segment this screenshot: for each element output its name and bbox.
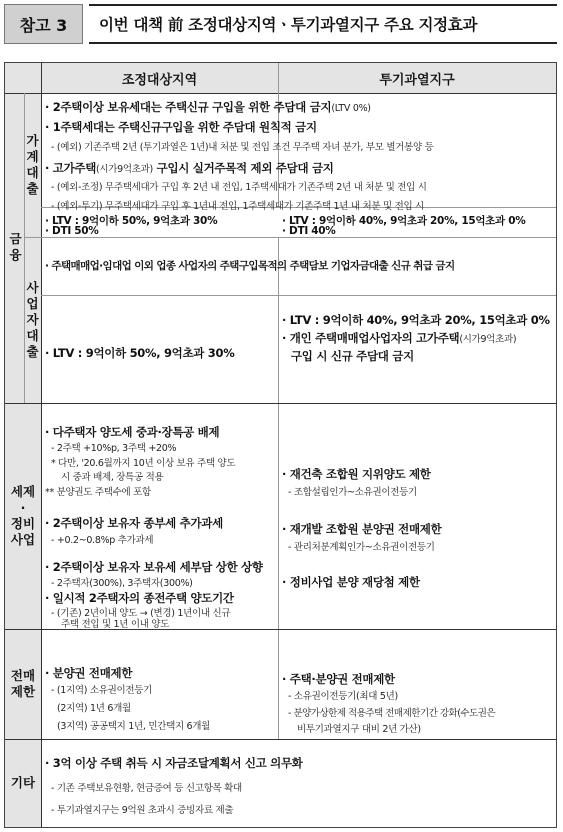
tax-holding-cap-detail: - 2주택자(300%), 3주택자(300%) [51, 578, 193, 589]
reference-badge: 참고 3 [4, 4, 83, 44]
business-loan-rule: · 주택매매업·임대업 이외 업종 사업자의 주택구입목적의 주택담보 기업자금대출 신규 취급 금지 [45, 260, 455, 272]
resale-right-detail-3: 비투기과열지구 대비 2년 가산) [297, 724, 421, 735]
redevelopment-resale-limit: · 재개발 조합원 분양권 전매제한 [282, 522, 442, 536]
column-header-overheated-district: 투기과열지구 [379, 72, 455, 88]
category-tax-redevelopment: 세제 · 정비 사업 [10, 484, 36, 547]
tax-temporary-detail-2: 주택 전입 및 1년 이내 양도 [61, 619, 170, 630]
household-ltv-left: · LTV : 9억이하 50%, 9억초과 30% [45, 215, 218, 227]
category-finance: 금융 [7, 231, 23, 265]
category-resale-restriction: 전매 제한 [10, 668, 36, 699]
comparison-table [4, 62, 557, 828]
category-business-loan: 사 업 자 대 출 [26, 280, 39, 359]
household-exception-1: - (예외) 기존주택 2년 (투기과열은 1년)내 처분 및 전입 조건 무주택 자녀 분가, 부모 별거봉양 등 [51, 142, 434, 153]
tax-temporary-two-home: · 일시적 2주택자의 종전주택 양도기간 [45, 591, 234, 605]
tax-transfer-note-1: * 다만, '20.6월까지 10년 이상 보유 주택 양도 [51, 458, 236, 469]
page-header [4, 4, 557, 44]
etc-funding-plan: · 3억 이상 주택 취득 시 자금조달계획서 신고 의무화 [45, 756, 303, 770]
redevelopment-resale-period: - 관리처분계획인가~소유권이전등기 [288, 542, 435, 553]
resale-right-detail-1: - 소유권이전등기(최대 5년) [288, 691, 398, 702]
tax-comprehensive: · 2주택이상 보유자 종부세 추가과세 [45, 516, 223, 530]
tax-comprehensive-detail: - +0.2~0.8%p 추가과세 [51, 535, 154, 546]
resale-zone-2: (2지역) 1년 6개월 [57, 703, 131, 714]
business-luxury-right: · 개인 주택매매업사업자의 고가주택(시가9억초과) [282, 331, 517, 345]
tax-holding-cap: · 2주택이상 보유자 보유세 세부담 상한 상향 [45, 560, 263, 574]
tax-transfer-surcharge: · 다주택자 양도세 중과·장특공 배제 [45, 425, 220, 439]
business-ltv-right: · LTV : 9억이하 40%, 9억초과 20%, 15억초과 0% [282, 313, 550, 327]
tax-transfer-note-1b: 시 중과 배제, 장특공 적용 [61, 472, 164, 483]
page-title: 이번 대책 前 조정대상지역ㆍ투기과열지구 주요 지정효과 [89, 4, 557, 44]
household-rule-luxury: · 고가주택(시가9억초과) 구입시 실거주목적 제외 주담대 금지 [45, 161, 334, 175]
resale-zone-3: (3지역) 공공택지 1년, 민간택지 6개월 [57, 721, 211, 732]
household-rule-multi-home: · 2주택이상 보유세대는 주택신규 구입을 위한 주담대 금지(LTV 0%) [45, 100, 371, 114]
category-household-loan: 가 계 대 출 [26, 133, 39, 196]
household-rule-one-home: · 1주택세대는 주택신규구입을 위한 주담대 원칙적 금지 [45, 120, 317, 134]
tax-transfer-note-2: ** 분양권도 주택수에 포함 [45, 487, 151, 498]
category-etc: 기타 [10, 775, 36, 790]
reconstruction-transfer-period: - 조합설립인가~소유권이전등기 [288, 487, 417, 498]
resale-presale-limit: · 분양권 전매제한 [45, 666, 133, 680]
household-exception-overheated: - (예외-투기) 무주택세대가 구입 후 1년내 전입, 1주택세대가 기존주택 1년 내 처분 및 전입 시 [51, 201, 424, 212]
household-dti-left: · DTI 50% [45, 225, 99, 237]
reconstruction-transfer-limit: · 재건축 조합원 지위양도 제한 [282, 467, 431, 481]
redevelopment-rewin-limit: · 정비사업 분양 재당첨 제한 [282, 575, 420, 589]
resale-zone-1: - (1지역) 소유권이전등기 [51, 685, 153, 696]
business-ltv-left: · LTV : 9억이하 50%, 9억초과 30% [45, 346, 235, 360]
tax-temporary-detail-1: - (기존) 2년이내 양도 → (변경) 1년이내 신규 [51, 608, 231, 619]
resale-right-detail-2: - 분양가상한제 적용주택 전매제한기간 강화(수도권은 [288, 708, 496, 719]
household-exception-adjusted: - (예외-조정) 무주택세대가 구입 후 2년 내 전입, 1주택세대가 기존주택 2년 내 처분 및 전입 시 [51, 182, 427, 193]
business-luxury-right-cont: 구입 시 신규 주담대 금지 [291, 349, 414, 363]
tax-transfer-rate: - 2주택 +10%p, 3주택 +20% [51, 443, 177, 454]
column-header-adjusted-area: 조정대상지역 [121, 72, 198, 88]
etc-funding-detail-1: - 기존 주택보유현황, 현금증여 등 신고항목 확대 [51, 783, 242, 794]
etc-funding-detail-2: - 투기과열지구는 9억원 초과시 증빙자료 제출 [51, 805, 234, 816]
resale-home-presale-limit: · 주택·분양권 전매제한 [282, 672, 395, 686]
household-ltv-right: · LTV : 9억이하 40%, 9억초과 20%, 15억초과 0% [282, 215, 526, 227]
household-dti-right: · DTI 40% [282, 225, 336, 237]
